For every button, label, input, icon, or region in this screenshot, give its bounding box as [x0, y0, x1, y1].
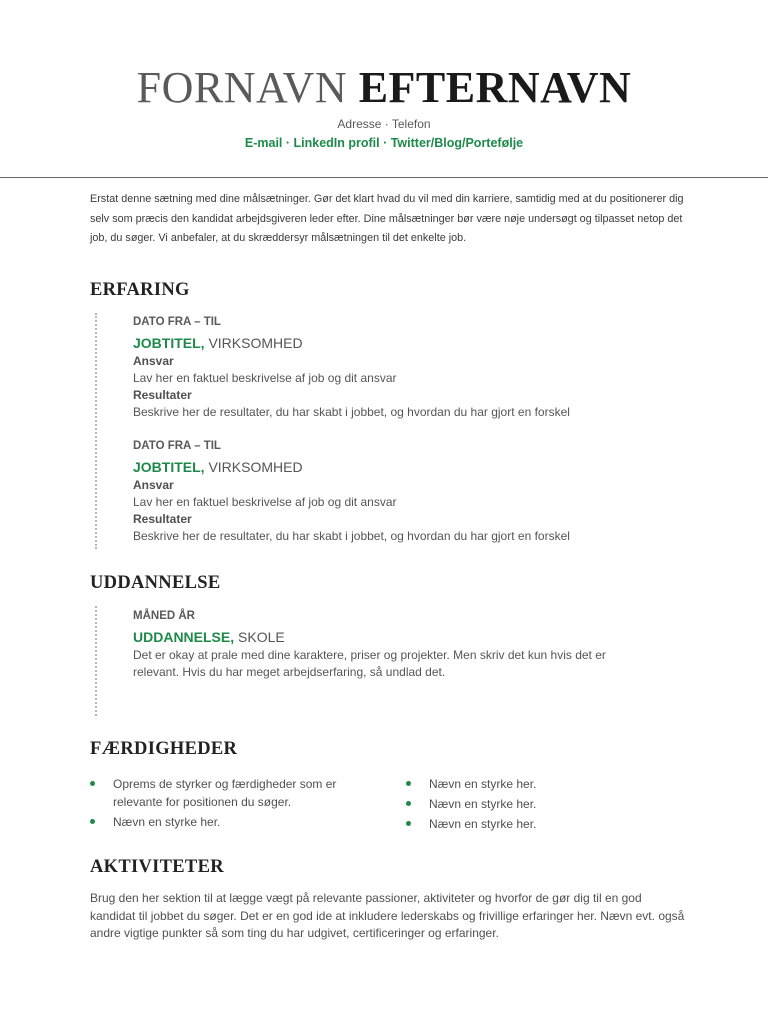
job-line: [133, 457, 733, 477]
header-divider: [0, 177, 768, 178]
education-timeline: [95, 606, 97, 716]
full-name: [0, 62, 768, 114]
experience-date: DATO FRA – TIL: [133, 440, 221, 452]
contact-links[interactable]: E-mail · LinkedIn profil · Twitter/Blog/Portefølje: [244, 136, 524, 150]
education-date: MÅNED ÅR: [133, 610, 195, 622]
company-name: VIRKSOMHED: [208, 335, 303, 351]
responsibility-text: Lav her en faktuel beskrivelse af job og dit ansvar: [133, 495, 397, 509]
experience-date: DATO FRA – TIL: [133, 316, 221, 328]
responsibility-label: Ansvar: [133, 354, 174, 368]
job-line: [133, 333, 733, 353]
results-label: Resultater: [133, 388, 192, 402]
skills-list-right: [406, 775, 686, 835]
activities-heading: AKTIVITETER: [90, 857, 224, 877]
degree-title: UDDANNELSE,: [133, 629, 235, 645]
responsibility-text: Lav her en faktuel beskrivelse af job og dit ansvar: [133, 371, 397, 385]
skills-list-left: [90, 775, 370, 833]
first-name: FORNAVN: [136, 63, 348, 112]
job-title: JOBTITEL,: [133, 459, 205, 475]
activities-text: Brug den her sektion til at lægge vægt på relevante passioner, aktiviteter og hvorfor de gør dig til en god kandidat til jobbet du søger. Det er en god ide at inkludere lederskabs og frivillige erfaringer her. Nævn evt. også andre vigtige punkter så som ting du har udgivet, certificeringer og erfaringer.: [90, 891, 685, 940]
bullet-icon: [90, 819, 95, 824]
results-label: Resultater: [133, 512, 192, 526]
bullet-icon: [406, 801, 411, 806]
degree-line: [133, 627, 653, 647]
education-heading: UDDANNELSE: [90, 573, 221, 593]
list-item: Nævn en styrke her.: [406, 795, 686, 813]
list-item: Nævn en styrke her.: [90, 813, 370, 831]
contact-info: Adresse · Telefon: [337, 117, 431, 131]
experience-timeline: [95, 313, 97, 549]
results-text: Beskrive her de resultater, du har skabt i jobbet, og hvordan du har gjort en forskel: [133, 405, 570, 419]
bullet-icon: [406, 821, 411, 826]
skills-heading: FÆRDIGHEDER: [90, 739, 238, 759]
resume-header: [0, 62, 768, 151]
bullet-icon: [90, 781, 95, 786]
last-name: EFTERNAVN: [358, 63, 632, 112]
school-name: SKOLE: [238, 629, 285, 645]
results-text: Beskrive her de resultater, du har skabt i jobbet, og hvordan du har gjort en forskel: [133, 529, 570, 543]
experience-heading: ERFARING: [90, 280, 190, 300]
company-name: VIRKSOMHED: [208, 459, 303, 475]
bullet-icon: [406, 781, 411, 786]
experience-entry-1: [133, 314, 733, 421]
responsibility-label: Ansvar: [133, 478, 174, 492]
list-item: Nævn en styrke her.: [406, 775, 686, 793]
list-item: Nævn en styrke her.: [406, 815, 686, 833]
experience-entry-2: [133, 438, 733, 545]
list-item: Oprems de styrker og færdigheder som er relevante for positionen du søger.: [90, 775, 370, 811]
education-entry: [133, 608, 653, 681]
job-title: JOBTITEL,: [133, 335, 205, 351]
objective-text: Erstat denne sætning med dine målsætninger. Gør det klart hvad du vil med din karriere, samtidig med at du positionerer dig selv som præcis den kandidat arbejdsgiveren leder efter. Dine målsætninger bør være nøje undersøgt og tilpasset netop det job, du søger. Vi anbefaler, at du skræddersyr målsætningen til det enkelte job.: [90, 193, 684, 244]
education-description: Det er okay at prale med dine karaktere, priser og projekter. Men skriv det kun hvis det er relevant. Hvis du har meget arbejdserfaring, så undlad det.: [133, 648, 606, 679]
